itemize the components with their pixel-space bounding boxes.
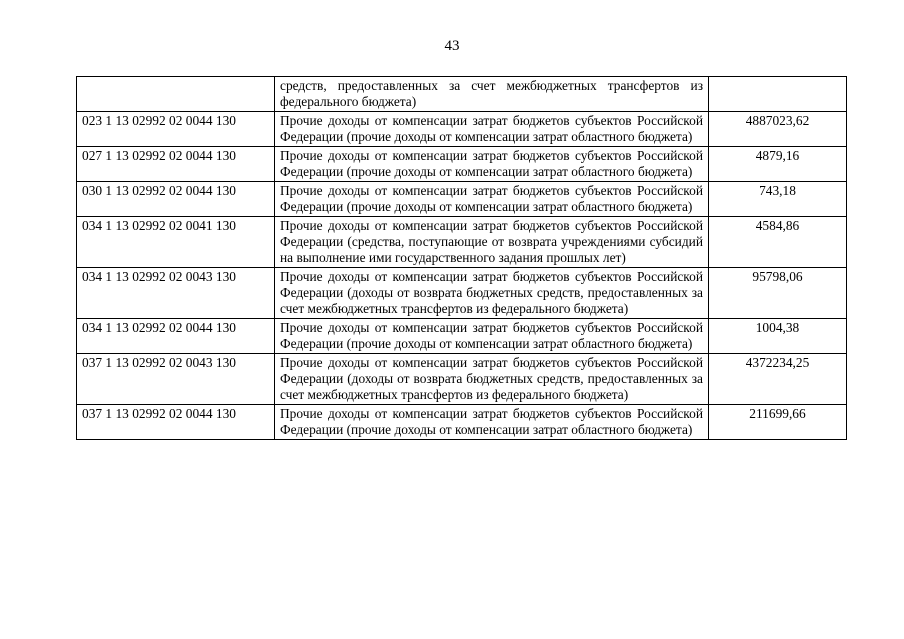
revenue-code-cell: 034 1 13 02992 02 0041 130	[77, 217, 275, 268]
revenue-code-cell: 030 1 13 02992 02 0044 130	[77, 182, 275, 217]
revenue-amount-cell: 4887023,62	[709, 112, 847, 147]
table-row	[77, 405, 847, 440]
revenue-amount-cell: 4584,86	[709, 217, 847, 268]
page-number: 43	[444, 38, 460, 54]
revenue-amount-cell: 4879,16	[709, 147, 847, 182]
budget-revenue-table	[76, 76, 847, 440]
revenue-description-cell: Прочие доходы от компенсации затрат бюджетов субъектов Российской Федерации (доходы от возврата бюджетных средств, предоставленных за счет межбюджетных трансфертов из федерального бюджета)	[275, 268, 709, 319]
revenue-description-cell: средств, предоставленных за счет межбюджетных трансфертов из федерального бюджета)	[275, 77, 709, 112]
revenue-code-cell: 027 1 13 02992 02 0044 130	[77, 147, 275, 182]
revenue-code-cell	[77, 77, 275, 112]
table-row	[77, 319, 847, 354]
revenue-amount-cell: 4372234,25	[709, 354, 847, 405]
revenue-code-cell: 037 1 13 02992 02 0043 130	[77, 354, 275, 405]
revenue-code-cell: 037 1 13 02992 02 0044 130	[77, 405, 275, 440]
table-row	[77, 147, 847, 182]
revenue-amount-cell	[709, 77, 847, 112]
revenue-amount-cell: 1004,38	[709, 319, 847, 354]
revenue-amount-cell: 211699,66	[709, 405, 847, 440]
table-row	[77, 354, 847, 405]
revenue-code-cell: 023 1 13 02992 02 0044 130	[77, 112, 275, 147]
table-row	[77, 182, 847, 217]
revenue-description-cell: Прочие доходы от компенсации затрат бюджетов субъектов Российской Федерации (прочие доходы от компенсации затрат областного бюджета)	[275, 112, 709, 147]
revenue-description-cell: Прочие доходы от компенсации затрат бюджетов субъектов Российской Федерации (прочие доходы от компенсации затрат областного бюджета)	[275, 147, 709, 182]
table-row	[77, 77, 847, 112]
table-row	[77, 268, 847, 319]
revenue-description-cell: Прочие доходы от компенсации затрат бюджетов субъектов Российской Федерации (прочие доходы от компенсации затрат областного бюджета)	[275, 182, 709, 217]
revenue-code-cell: 034 1 13 02992 02 0043 130	[77, 268, 275, 319]
revenue-code-cell: 034 1 13 02992 02 0044 130	[77, 319, 275, 354]
revenue-description-cell: Прочие доходы от компенсации затрат бюджетов субъектов Российской Федерации (прочие доходы от компенсации затрат областного бюджета)	[275, 405, 709, 440]
table-row	[77, 112, 847, 147]
revenue-description-cell: Прочие доходы от компенсации затрат бюджетов субъектов Российской Федерации (доходы от возврата бюджетных средств, предоставленных за счет межбюджетных трансфертов из федерального бюджета)	[275, 354, 709, 405]
revenue-description-cell: Прочие доходы от компенсации затрат бюджетов субъектов Российской Федерации (прочие доходы от компенсации затрат областного бюджета)	[275, 319, 709, 354]
table-row	[77, 217, 847, 268]
revenue-amount-cell: 95798,06	[709, 268, 847, 319]
revenue-amount-cell: 743,18	[709, 182, 847, 217]
revenue-description-cell: Прочие доходы от компенсации затрат бюджетов субъектов Российской Федерации (средства, поступающие от возврата учреждениями субсидий на выполнение ими государственного задания прошлых лет)	[275, 217, 709, 268]
